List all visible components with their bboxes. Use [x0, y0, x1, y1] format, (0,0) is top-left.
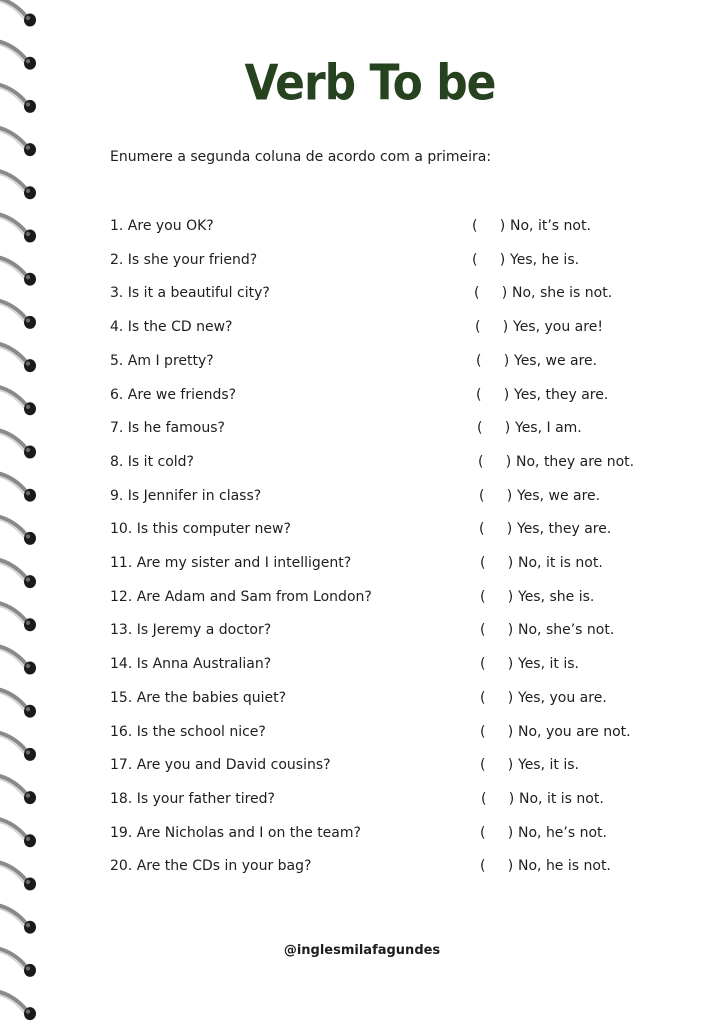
answer-option: [479, 488, 600, 504]
answer-text: No, they are not.: [516, 453, 635, 470]
answer-text: Yes, it is.: [518, 656, 579, 673]
answer-blank[interactable]: ( ): [479, 487, 513, 504]
answer-text: No, it is not.: [518, 555, 603, 571]
spiral-ring: [0, 560, 36, 589]
answer-option: [480, 622, 614, 638]
answer-text: Yes, we are.: [514, 352, 598, 369]
answer-option: [476, 387, 608, 403]
question-text: 19. Are Nicholas and I on the team?: [110, 824, 361, 841]
answer-text: Yes, she is.: [518, 588, 595, 605]
answer-blank[interactable]: ( ): [480, 588, 514, 605]
question-text: 11. Are my sister and I intelligent?: [110, 555, 352, 571]
spiral-ring: [0, 473, 36, 502]
spiral-ring: [0, 214, 36, 243]
question-text: 20. Are the CDs in your bag?: [110, 858, 312, 875]
answer-option: [480, 858, 611, 874]
spiral-ring: [0, 387, 36, 416]
answer-text: No, he’s not.: [518, 824, 607, 841]
question-text: 6. Are we friends?: [110, 386, 237, 403]
spiral-ring: [0, 0, 36, 27]
spiral-ring: [0, 344, 36, 373]
answer-blank[interactable]: ( ): [478, 453, 512, 470]
footer-handle: @inglesmilafagundes: [283, 943, 441, 958]
answer-option: [480, 656, 579, 672]
answer-blank[interactable]: ( ): [480, 689, 514, 706]
spiral-ring: [0, 430, 36, 459]
spiral-ring: [0, 646, 36, 675]
spiral-ring: [0, 689, 36, 718]
question-text: 9. Is Jennifer in class?: [110, 487, 262, 504]
answer-blank[interactable]: ( ): [476, 386, 510, 403]
spiral-ring: [0, 732, 36, 761]
spiral-ring: [0, 300, 36, 329]
answer-blank[interactable]: ( ): [481, 790, 515, 807]
answer-option: [478, 454, 634, 470]
spiral-ring: [0, 171, 36, 200]
answer-option: [475, 319, 603, 335]
answer-option: [480, 690, 607, 706]
spiral-ring: [0, 992, 36, 1021]
answer-option: [480, 555, 603, 571]
answer-blank[interactable]: ( ): [480, 723, 514, 740]
spiral-ring: [0, 603, 36, 632]
question-text: 1. Are you OK?: [110, 218, 214, 234]
spiral-ring: [0, 516, 36, 545]
answer-option: [474, 285, 612, 301]
answer-option: [477, 420, 582, 436]
question-text: 18. Is your father tired?: [110, 790, 275, 807]
answer-blank[interactable]: ( ): [472, 218, 506, 234]
spiral-ring: [0, 862, 36, 891]
answer-blank[interactable]: ( ): [480, 622, 514, 639]
answer-blank[interactable]: ( ): [480, 858, 514, 875]
answer-text: Yes, you are!: [513, 319, 603, 336]
spiral-ring: [0, 819, 36, 848]
answer-blank[interactable]: ( ): [480, 824, 514, 841]
answer-option: [472, 252, 579, 268]
answer-option: [472, 218, 591, 234]
answer-blank[interactable]: ( ): [472, 251, 506, 268]
question-text: 8. Is it cold?: [110, 453, 194, 470]
answer-text: Yes, you are.: [518, 689, 607, 706]
question-text: 10. Is this computer new?: [110, 521, 291, 538]
answer-blank[interactable]: ( ): [474, 285, 508, 302]
answer-option: [480, 589, 594, 605]
question-text: 14. Is Anna Australian?: [110, 656, 272, 673]
answer-text: No, it is not.: [519, 790, 604, 807]
answer-text: Yes, I am.: [515, 420, 582, 437]
answer-option: [480, 825, 607, 841]
answer-option: [480, 757, 579, 773]
question-text: 16. Is the school nice?: [110, 723, 266, 740]
answer-option: [479, 521, 611, 537]
question-text: 15. Are the babies quiet?: [110, 689, 287, 706]
answer-text: No, you are not.: [518, 723, 631, 740]
question-text: 17. Are you and David cousins?: [110, 757, 331, 774]
answer-option: [480, 724, 631, 740]
spiral-ring: [0, 905, 36, 934]
answer-option: [476, 353, 597, 369]
answer-text: Yes, they are.: [517, 521, 612, 538]
question-text: 5. Am I pretty?: [110, 352, 214, 369]
answer-text: No, she is not.: [512, 285, 613, 302]
answer-blank[interactable]: ( ): [480, 555, 514, 571]
question-text: 3. Is it a beautiful city?: [110, 285, 270, 302]
answer-text: No, he is not.: [518, 858, 611, 875]
answer-text: Yes, they are.: [514, 386, 609, 403]
page-title: Verb To be: [244, 54, 496, 113]
answer-text: Yes, he is.: [510, 251, 580, 268]
question-text: 2. Is she your friend?: [110, 251, 258, 268]
answer-text: Yes, we are.: [517, 487, 601, 504]
answer-blank[interactable]: ( ): [475, 319, 509, 336]
answer-blank[interactable]: ( ): [480, 757, 514, 774]
answer-blank[interactable]: ( ): [480, 656, 514, 673]
spiral-ring: [0, 128, 36, 157]
spiral-binding: [0, 0, 52, 1024]
answer-text: No, she’s not.: [518, 622, 615, 639]
question-text: 7. Is he famous?: [110, 420, 225, 437]
answer-blank[interactable]: ( ): [476, 352, 510, 369]
answer-blank[interactable]: ( ): [477, 420, 511, 437]
answer-option: [481, 791, 604, 807]
instruction-text: Enumere a segunda coluna de acordo com a primeira:: [110, 149, 492, 165]
answer-text: No, it’s not.: [510, 218, 591, 234]
spiral-ring: [0, 776, 36, 805]
question-text: 13. Is Jeremy a doctor?: [110, 622, 272, 639]
spiral-ring: [0, 257, 36, 286]
question-text: 12. Are Adam and Sam from London?: [110, 588, 372, 605]
answer-text: Yes, it is.: [518, 757, 579, 774]
answer-blank[interactable]: ( ): [479, 521, 513, 538]
question-text: 4. Is the CD new?: [110, 319, 233, 336]
